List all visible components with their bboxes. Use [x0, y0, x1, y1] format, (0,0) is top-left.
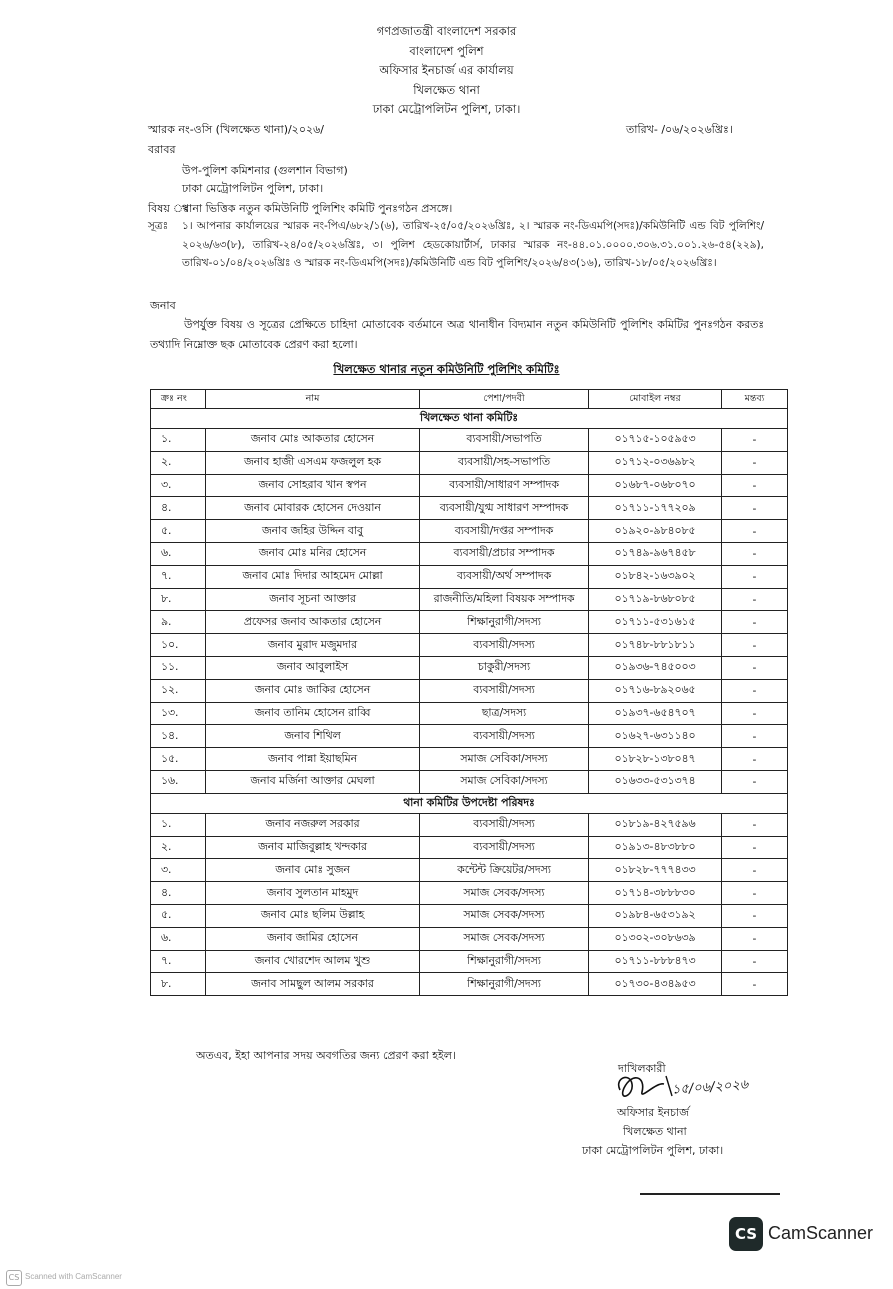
salutation: জনাব — [150, 299, 176, 312]
cell-remark: - — [722, 813, 788, 836]
cell-name: জনাব মাজিবুল্লাহ খন্দকার — [206, 836, 420, 859]
table-row — [151, 588, 788, 611]
table-row — [151, 497, 788, 520]
cell-mobile: ০১৩০২-৩০৮৬৩৯ — [589, 927, 722, 950]
cell-mobile: ০১৭১১-৮৮৮৪৭৩ — [589, 950, 722, 973]
reference-label: সূত্রঃ — [148, 220, 169, 232]
cell-name: জনাব সুলতান মাহমুদ — [206, 882, 420, 905]
table-header-row — [151, 390, 788, 409]
cell-remark: - — [722, 611, 788, 634]
cell-name: জনাব মুরাদ মজুমদার — [206, 634, 420, 657]
cell-name: জনাব তানিম হোসেন রাব্বি — [206, 702, 420, 725]
camscanner-small-logo: CS — [6, 1270, 22, 1286]
cell-mobile: ০১৭১১-১৭৭২০৯ — [589, 497, 722, 520]
letterhead — [0, 22, 893, 120]
table-row — [151, 565, 788, 588]
cell-mobile: ০১৮১৯-৪২৭৫৯৬ — [589, 813, 722, 836]
cell-remark: - — [722, 748, 788, 771]
cell-mobile: ০১৯৮৪-৬৫৩১৯২ — [589, 904, 722, 927]
cell-serial: ৮. — [151, 973, 206, 996]
cell-mobile: ০১৭৪৮-৮৮১৮১১ — [589, 634, 722, 657]
cell-serial: ১৬. — [151, 770, 206, 793]
table-row — [151, 927, 788, 950]
cell-remark: - — [722, 973, 788, 996]
cell-name: প্রফেসর জনাব আকতার হোসেন — [206, 611, 420, 634]
cell-position: ব্যবসায়ী/সদস্য — [420, 813, 589, 836]
table-row — [151, 451, 788, 474]
header-city: ঢাকা মেট্রোপলিটন পুলিশ, ঢাকা। — [372, 102, 521, 116]
cell-serial: ১. — [151, 429, 206, 452]
table-row — [151, 836, 788, 859]
cell-position: সমাজ সেবক/সদস্য — [420, 904, 589, 927]
cell-position: ব্যবসায়ী/সাধারণ সম্পাদক — [420, 474, 589, 497]
cell-serial: ১. — [151, 813, 206, 836]
cell-serial: ২. — [151, 836, 206, 859]
cell-position: ব্যবসায়ী/সদস্য — [420, 725, 589, 748]
bottom-edge-line — [640, 1193, 780, 1195]
signer-office: ঢাকা মেট্রোপলিটন পুলিশ, ঢাকা। — [582, 1144, 724, 1157]
cell-remark: - — [722, 882, 788, 905]
cell-serial: ৭. — [151, 950, 206, 973]
cell-serial: ৯. — [151, 611, 206, 634]
header-mobile: মোবাইল নম্বর — [589, 390, 722, 409]
signer-station: খিলক্ষেত থানা — [623, 1125, 687, 1138]
closing-line: অতএব, ইহা আপনার সদয় অবগতির জন্য প্রেরণ করা হইল। — [196, 1049, 456, 1062]
recipient-to: বরাবর — [148, 143, 176, 156]
cell-remark: - — [722, 950, 788, 973]
table-row — [151, 813, 788, 836]
cell-remark: - — [722, 836, 788, 859]
cell-serial: ৪. — [151, 882, 206, 905]
cell-position: রাজনীতি/মহিলা বিষয়ক সম্পাদক — [420, 588, 589, 611]
cell-mobile: ০১৯৩৬-৭৪৫০০৩ — [589, 656, 722, 679]
cell-remark: - — [722, 565, 788, 588]
cell-serial: ১৫. — [151, 748, 206, 771]
camscanner-footer: Scanned with CamScanner — [25, 1272, 122, 1281]
signature-date: ১৫/০৬/২০২৬ — [671, 1077, 749, 1098]
cell-name: জনাব মোঃ আকতার হোসেন — [206, 429, 420, 452]
cell-remark: - — [722, 656, 788, 679]
table-row — [151, 520, 788, 543]
cell-mobile: ০১৯১৩-৪৮৩৮৮০ — [589, 836, 722, 859]
cell-serial: ১২. — [151, 679, 206, 702]
table-row — [151, 725, 788, 748]
cell-mobile: ০১৮৪২-১৬৩৯০২ — [589, 565, 722, 588]
cell-position: শিক্ষানুরাগী/সদস্য — [420, 973, 589, 996]
cell-name: জনাব সূচনা আক্তার — [206, 588, 420, 611]
cell-position: ব্যবসায়ী/সহ-সভাপতি — [420, 451, 589, 474]
cell-name: জনাব সোহরাব খান স্বপন — [206, 474, 420, 497]
cell-remark: - — [722, 474, 788, 497]
cell-position: সমাজ সেবিকা/সদস্য — [420, 770, 589, 793]
cell-mobile: ০১৬৩৩-৫৩১৩৭৪ — [589, 770, 722, 793]
cell-remark: - — [722, 859, 788, 882]
reference-block — [148, 217, 764, 273]
table-row — [151, 542, 788, 565]
body-paragraph: উপর্যুক্ত বিষয় ও সূত্রের প্রেক্ষিতে চাহিদা মোতাবেক বর্তমানে অত্র থানাধীন বিদ্যমান নতুন কমিউনিটি পুলিশিং কমিটির পুনঃগঠন করতঃ তথ্যাদি নিম্নোক্ত ছক মোতাবেক প্রেরণ করা হলো। — [150, 318, 764, 351]
cell-name: জনাব মর্জিনা আক্তার মেঘলা — [206, 770, 420, 793]
cell-remark: - — [722, 679, 788, 702]
cell-name: জনাব আবুলাইস — [206, 656, 420, 679]
cell-serial: ৫. — [151, 520, 206, 543]
cell-remark: - — [722, 497, 788, 520]
table-row — [151, 634, 788, 657]
cell-position: শিক্ষানুরাগী/সদস্য — [420, 950, 589, 973]
cell-position: ব্যবসায়ী/সদস্য — [420, 634, 589, 657]
recipient-line2: ঢাকা মেট্রোপলিটন পুলিশ, ঢাকা। — [182, 182, 324, 195]
cell-remark: - — [722, 451, 788, 474]
table-body — [151, 409, 788, 996]
cell-mobile: ০১৯২০-৯৮৪০৮৫ — [589, 520, 722, 543]
subject-label: বিষয় ঃ — [148, 202, 190, 215]
cell-serial: ৩. — [151, 474, 206, 497]
cell-mobile: ০১৯৩৭-৬৫৪৭০৭ — [589, 702, 722, 725]
cell-position: ব্যবসায়ী/দপ্তর সম্পাদক — [420, 520, 589, 543]
table-row — [151, 429, 788, 452]
cell-remark: - — [722, 702, 788, 725]
cell-mobile: ০১৮২৮-১৩৮০৪৭ — [589, 748, 722, 771]
cell-serial: ৬. — [151, 542, 206, 565]
cell-mobile: ০১৭১৪-৩৮৮৮৩০ — [589, 882, 722, 905]
memo-date: তারিখ- /০৬/২০২৬খ্রিঃ। — [626, 123, 733, 136]
cell-position: চাকুরী/সদস্য — [420, 656, 589, 679]
cell-position: ছাত্র/সদস্য — [420, 702, 589, 725]
header-police: বাংলাদেশ পুলিশ — [409, 43, 484, 58]
signer-title: অফিসার ইনচার্জ — [617, 1106, 689, 1119]
table-title: খিলক্ষেত থানার নতুন কমিউনিটি পুলিশিং কমিটিঃ — [333, 362, 560, 376]
cell-name: জনাব খোরশেদ আলম খুশু — [206, 950, 420, 973]
cell-serial: ৩. — [151, 859, 206, 882]
cell-name: জনাব পান্না ইয়াছমিন — [206, 748, 420, 771]
cell-name: জনাব মোঃ মনির হোসেন — [206, 542, 420, 565]
cell-mobile: ০১৭৪৯-৯৬৭৪৫৮ — [589, 542, 722, 565]
section-row — [151, 409, 788, 429]
cell-name: জনাব নজরুল সরকার — [206, 813, 420, 836]
cell-mobile: ০১৭১৫-১০৫৯৫৩ — [589, 429, 722, 452]
cell-position: সমাজ সেবিকা/সদস্য — [420, 748, 589, 771]
header-government: গণপ্রজাতন্ত্রী বাংলাদেশ সরকার — [376, 24, 517, 38]
cell-serial: ১১. — [151, 656, 206, 679]
camscanner-logo: CS — [729, 1217, 763, 1251]
cell-name: জনাব মোঃ সুজন — [206, 859, 420, 882]
cell-position: সমাজ সেবক/সদস্য — [420, 882, 589, 905]
table-row — [151, 656, 788, 679]
header-position: পেশা/পদবী — [420, 390, 589, 409]
cell-mobile: ০১৭১১-৫৩১৬১৫ — [589, 611, 722, 634]
table-row — [151, 748, 788, 771]
cell-position: ব্যবসায়ী/প্রচার সম্পাদক — [420, 542, 589, 565]
submitter-label: দাখিলকারী — [618, 1062, 666, 1075]
cell-remark: - — [722, 520, 788, 543]
table-row — [151, 950, 788, 973]
section-row — [151, 793, 788, 813]
recipient-line1: উপ-পুলিশ কমিশনার (গুলশান বিভাগ) — [182, 164, 348, 177]
table-row — [151, 859, 788, 882]
cell-serial: ২. — [151, 451, 206, 474]
cell-name: জনাব মোঃ জাকির হোসেন — [206, 679, 420, 702]
table-row — [151, 973, 788, 996]
cell-position: ব্যবসায়ী/সদস্য — [420, 836, 589, 859]
cell-serial: ৪. — [151, 497, 206, 520]
cell-mobile: ০১৭১২-০৩৬৯৮২ — [589, 451, 722, 474]
cell-position: সমাজ সেবক/সদস্য — [420, 927, 589, 950]
section-title: থানা কমিটির উপদেষ্টা পরিষদঃ — [151, 793, 788, 813]
cell-remark: - — [722, 904, 788, 927]
cell-position: ব্যবসায়ী/সদস্য — [420, 679, 589, 702]
cell-remark: - — [722, 725, 788, 748]
header-office: অফিসার ইনচার্জ এর কার্যালয় — [379, 63, 514, 77]
cell-serial: ৬. — [151, 927, 206, 950]
cell-name: জনাব মোবারক হোসেন দেওয়ান — [206, 497, 420, 520]
cell-mobile: ০১৭৩০-৪৩৪৯৫৩ — [589, 973, 722, 996]
cell-position: ব্যবসায়ী/যুগ্ম সাধারণ সম্পাদক — [420, 497, 589, 520]
table-row — [151, 882, 788, 905]
cell-remark: - — [722, 770, 788, 793]
cell-mobile: ০১৬২৭-৬৩১১৪০ — [589, 725, 722, 748]
memo-number: স্মারক নং-ওসি (খিলক্ষেত থানা)/২০২৬/ — [148, 123, 325, 136]
cell-remark: - — [722, 542, 788, 565]
cell-serial: ৮. — [151, 588, 206, 611]
cell-name: জনাব শিথিল — [206, 725, 420, 748]
camscanner-brand: CamScanner — [768, 1223, 874, 1243]
table-row — [151, 679, 788, 702]
cell-serial: ৭. — [151, 565, 206, 588]
cell-serial: ১৪. — [151, 725, 206, 748]
cell-position: ব্যবসায়ী/সভাপতি — [420, 429, 589, 452]
table-row — [151, 474, 788, 497]
cell-mobile: ০১৬৮৭-০৬৮০৭০ — [589, 474, 722, 497]
cell-serial: ৫. — [151, 904, 206, 927]
section-title: খিলক্ষেত থানা কমিটিঃ — [151, 409, 788, 429]
subject-text: থানা ভিত্তিক নতুন কমিউনিটি পুলিশিং কমিটি পুনঃগঠন প্রসঙ্গে। — [182, 202, 453, 215]
header-serial: ক্রঃ নং — [151, 390, 206, 409]
table-row — [151, 904, 788, 927]
cell-position: শিক্ষানুরাগী/সদস্য — [420, 611, 589, 634]
cell-position: ব্যবসায়ী/অর্থ সম্পাদক — [420, 565, 589, 588]
cell-name: জনাব মোঃ ছলিম উল্লাহ — [206, 904, 420, 927]
table-row — [151, 611, 788, 634]
header-remark: মন্তব্য — [722, 390, 788, 409]
reference-text: ১। আপনার কার্যালয়ের স্মারক নং-পিএ/৬৮২/১(৬), তারিখ-২৫/০৫/২০২৬খ্রিঃ, ২। স্মারক নং-ডিএমপি(সদঃ)/কমিউনিটি এন্ড বিট পুলিশিং/২০২৬/৬৩(৮), তারিখ-২৪/০৫/২০২৬খ্রিঃ, ৩। পুলিশ হেডকোয়ার্টার্স, ঢাকার স্মারক নং-৪৪.০১.০০০০.৩০৬.৩১.০০১.২৬-৫৪(২২৯), তারিখ-০১/০৪/২০২৬খ্রিঃ ও স্মারক নং-ডিএমপি(সদঃ)/কমিউনিটি এন্ড বিট পুলিশিং/২০২৬/৪৩(১৬), তারিখ-১৮/০৫/২০২৬খ্রিঃ। — [182, 220, 764, 269]
cell-remark: - — [722, 634, 788, 657]
committee-table — [150, 389, 788, 996]
table-row — [151, 702, 788, 725]
cell-remark: - — [722, 588, 788, 611]
cell-name: জনাব সামছুল আলম সরকার — [206, 973, 420, 996]
cell-remark: - — [722, 429, 788, 452]
cell-name: জনাব হাজী এসএম ফজলুল হক — [206, 451, 420, 474]
header-station: খিলক্ষেত থানা — [413, 82, 480, 97]
cell-remark: - — [722, 927, 788, 950]
header-name: নাম — [206, 390, 420, 409]
cell-mobile: ০১৭১৯-৮৬৮০৮৫ — [589, 588, 722, 611]
cell-serial: ১৩. — [151, 702, 206, 725]
cell-mobile: ০১৭১৬-৮৯২০৬৫ — [589, 679, 722, 702]
cell-serial: ১০. — [151, 634, 206, 657]
cell-mobile: ০১৮২৮-৭৭৭৪৩৩ — [589, 859, 722, 882]
cell-position: কন্টেন্ট ক্রিয়েটর/সদস্য — [420, 859, 589, 882]
cell-name: জনাব জামির হোসেন — [206, 927, 420, 950]
table-row — [151, 770, 788, 793]
cell-name: জনাব মোঃ দিদার আহমেদ মোল্লা — [206, 565, 420, 588]
cell-name: জনাব জহির উদ্দিন বাবু — [206, 520, 420, 543]
